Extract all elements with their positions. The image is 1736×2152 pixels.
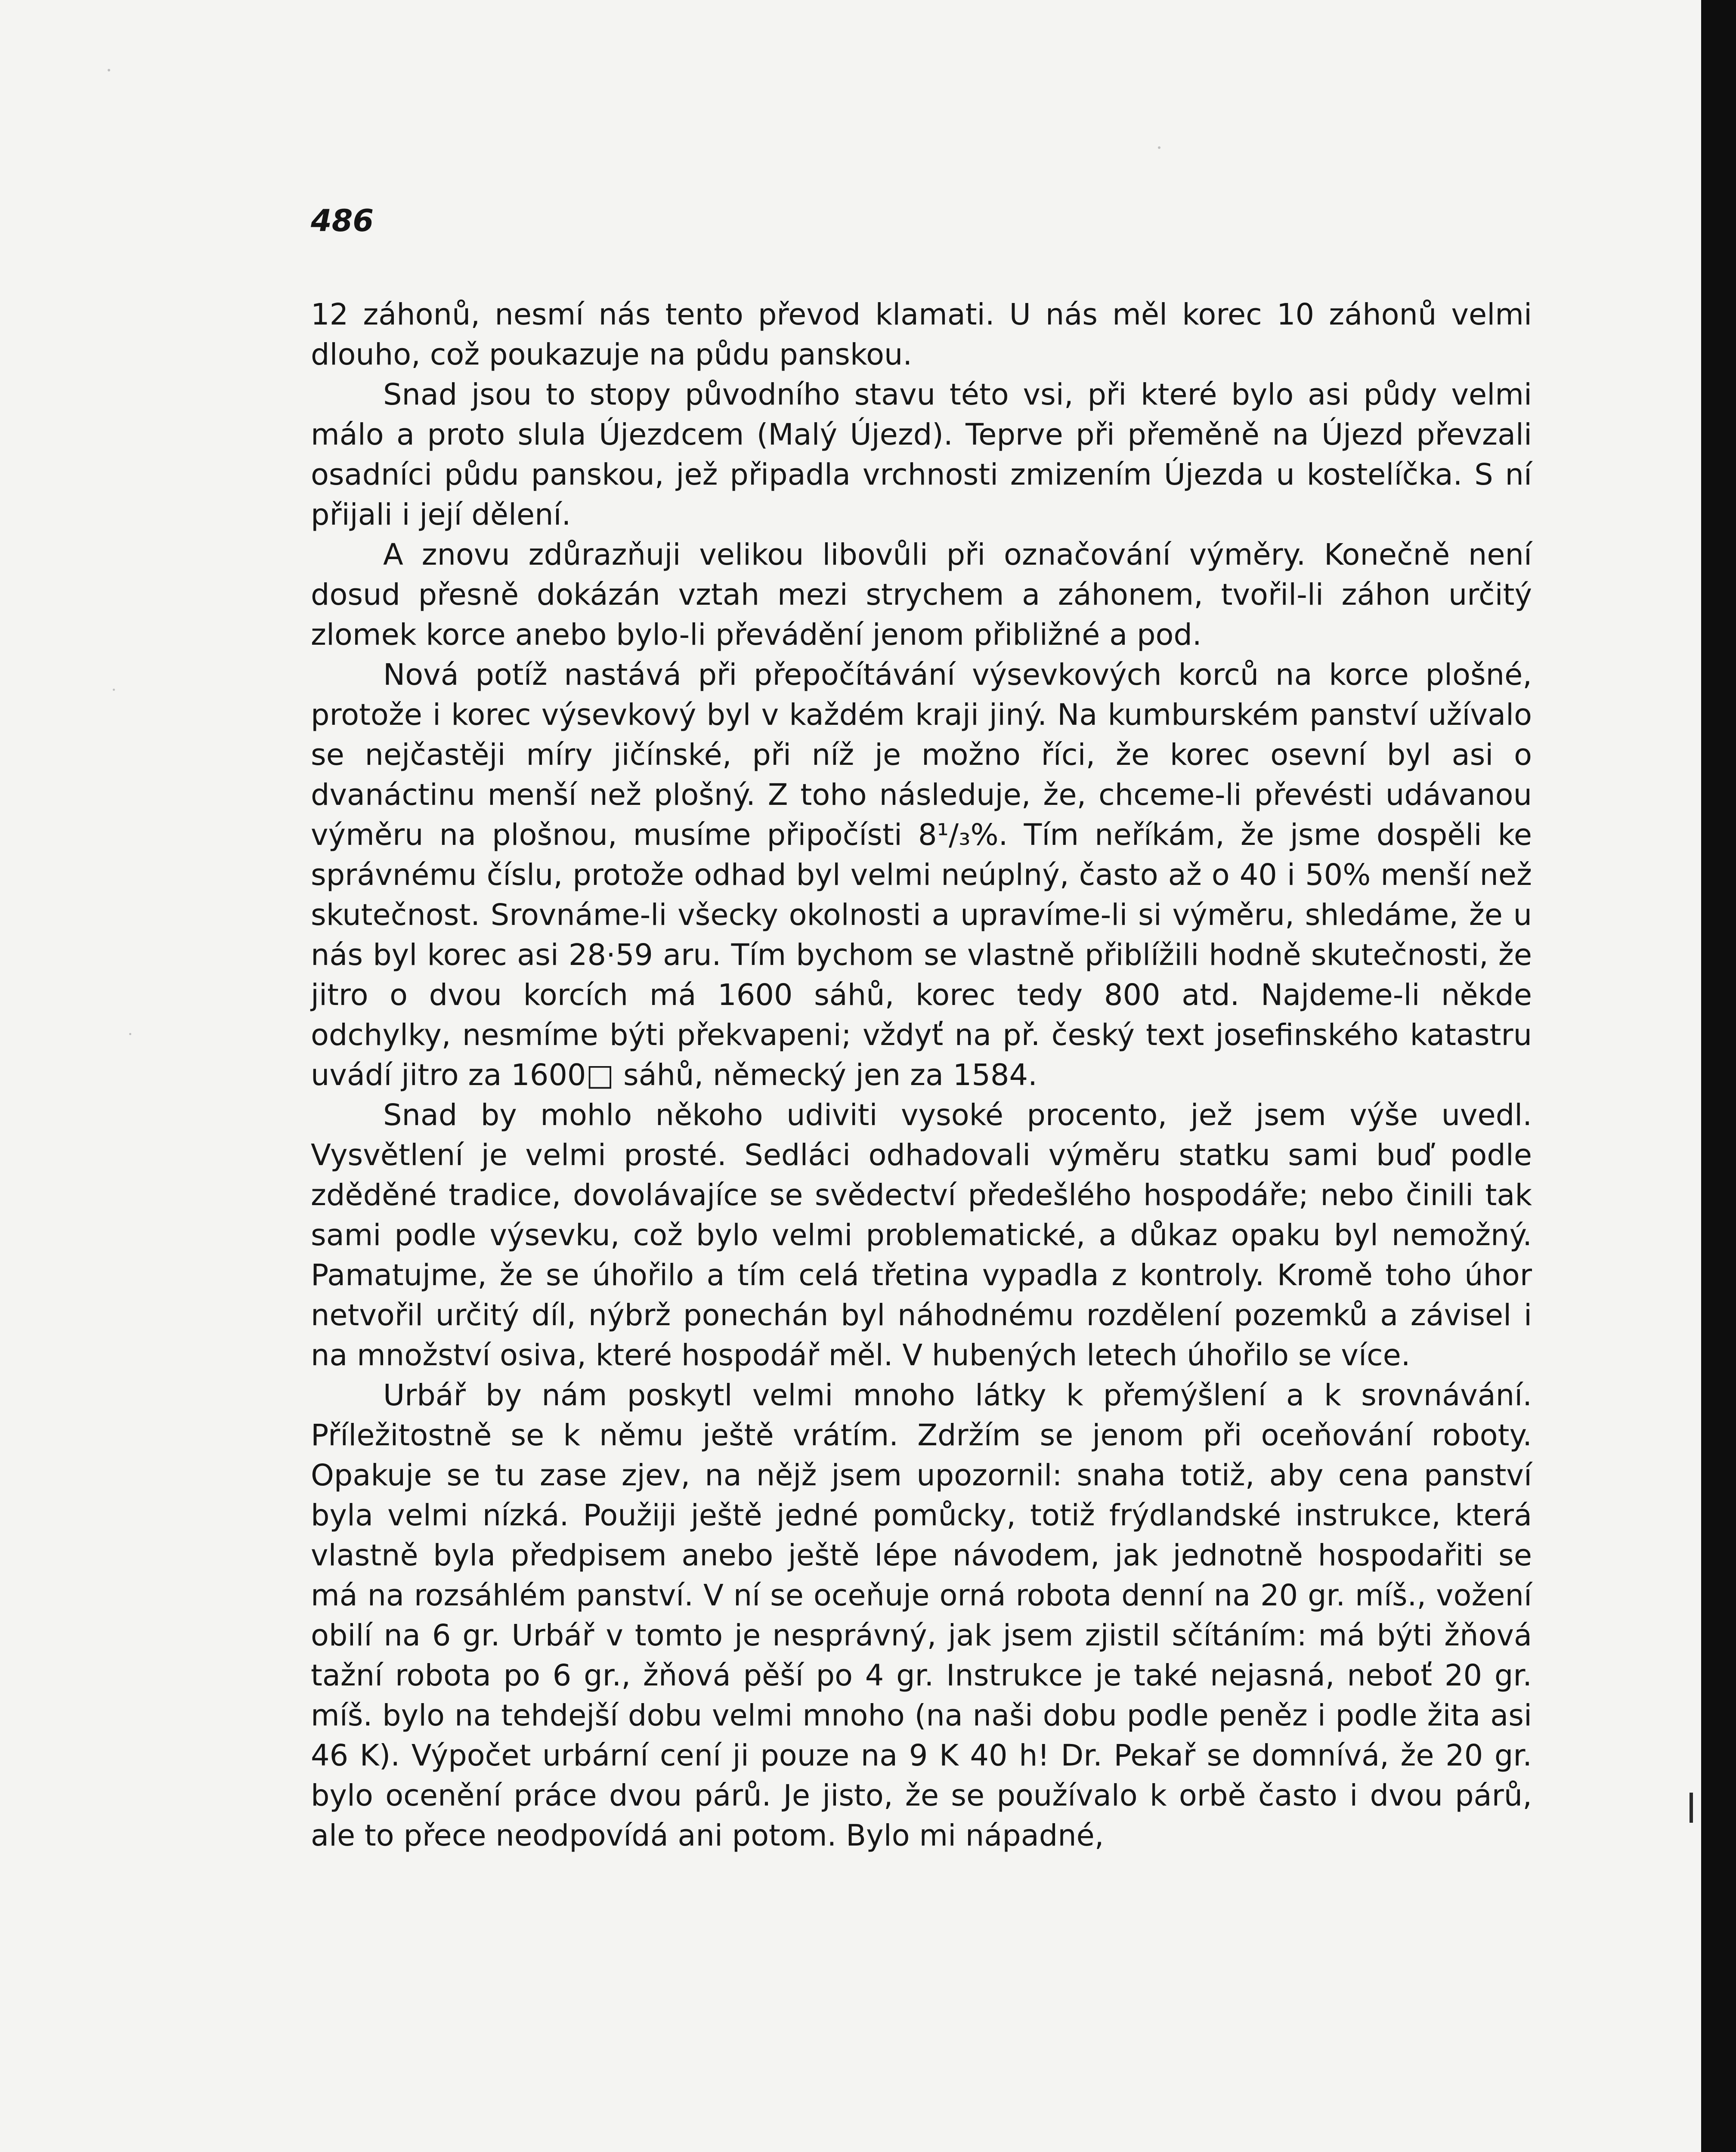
spine-mark (113, 689, 115, 691)
page-edge-mark (1690, 1793, 1693, 1823)
paragraph: Nová potíž nastává při přepočítávání výsevkových korců na korce plošné, protože i korec výsevkový byl v každém kraji jiný. Na kumburském panství užívalo se nejčastěji míry jičínské, při níž je možno říci, že korec osevní byl asi o dvanáctinu menší než plošný. Z toho následuje, že, chceme-li převésti udávanou výměru na plošnou, musíme připočísti 8¹/₃%. Tím neříkám, že jsme dospěli ke správnému číslu, protože odhad byl velmi neúplný, často až o 40 i 50% menší než skutečnost. Srovnáme-li všecky okolnosti a upravíme-li si výměru, shledáme, že u nás byl korec asi 28·59 aru. Tím bychom se vlastně přiblížili hodně skutečnosti, že jitro o dvou korcích má 1600 sáhů, korec tedy 800 atd. Najdeme-li někde odchylky, nesmíme býti překvapeni; vždyť na př. český text josefinského katastru uvádí jitro za 1600□ sáhů, německý jen za 1584. (311, 658, 1532, 1092)
spine-mark (108, 69, 110, 71)
spine-mark (129, 1033, 131, 1035)
spine-mark (1158, 146, 1160, 149)
body-text (311, 295, 1532, 1856)
paragraph: Snad jsou to stopy původního stavu této vsi, při které bylo asi půdy velmi málo a proto slula Újezdcem (Malý Újezd). Teprve při přeměně na Újezd převzali osadníci půdu panskou, jež připadla vrchnosti zmizením Újezda u kostelíčka. S ní přijali i její dělení. (311, 377, 1532, 532)
paragraph: Snad by mohlo někoho udiviti vysoké procento, jež jsem výše uvedl. Vysvětlení je velmi prosté. Sedláci odhadovali výměru statku sami buď podle zděděné tradice, dovolávajíce se svědectví předešlého hospodáře; nebo činili tak sami podle výsevku, což bylo velmi problematické, a důkaz opaku byl nemožný. Pamatujme, že se úhořilo a tím celá třetina vypadla z kontroly. Kromě toho úhor netvořil určitý díl, nýbrž ponechán byl náhodnému rozdělení pozemků a závisel i na množství osiva, které hospodář měl. V hubených letech úhořilo se více. (311, 1098, 1532, 1373)
paragraph: Urbář by nám poskytl velmi mnoho látky k přemýšlení a k srovnávání. Příležitostně se k němu ještě vrátím. Zdržím se jenom při oceňování roboty. Opakuje se tu zase zjev, na nějž jsem upozornil: snaha totiž, aby cena panství byla velmi nízká. Použiji ještě jedné pomůcky, totiž frýdlandské instrukce, která vlastně byla předpisem anebo ještě lépe návodem, jak jednotně hospodařiti se má na rozsáhlém panství. V ní se oceňuje orná robota denní na 20 gr. míš., vožení obilí na 6 gr. Urbář v tomto je nesprávný, jak jsem zjistil sčítáním: má býti žňová tažní robota po 6 gr., žňová pěší po 4 gr. Instrukce je také nejasná, neboť 20 gr. míš. bylo na tehdejší dobu velmi mnoho (na naši dobu podle peněz i podle žita asi 46 K). Výpočet urbární cení ji pouze na 9 K 40 h! Dr. Pekař se domnívá, že 20 gr. bylo ocenění práce dvou párů. Je jisto, že se používalo k orbě často i dvou párů, ale to přece neodpovídá ani potom. Bylo mi nápadné, (311, 1378, 1532, 1853)
paragraph: A znovu zdůrazňuji velikou libovůli při označování výměry. Konečně není dosud přesně dokázán vztah mezi strychem a záhonem, tvořil-li záhon určitý zlomek korce anebo bylo-li převádění jenom přibližné a pod. (311, 538, 1532, 652)
page-number: 486 (311, 203, 374, 238)
paragraph: 12 záhonů, nesmí nás tento převod klamati. U nás měl korec 10 záhonů velmi dlouho, což poukazuje na půdu panskou. (311, 297, 1532, 372)
